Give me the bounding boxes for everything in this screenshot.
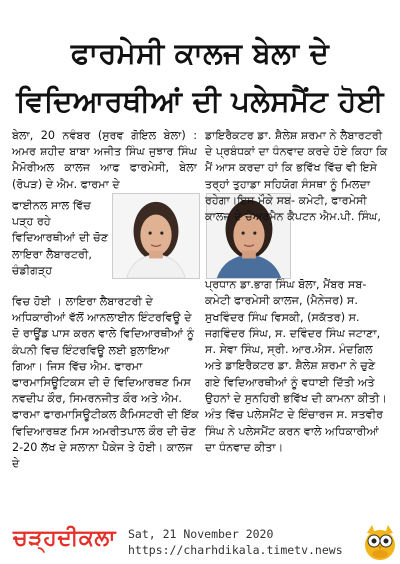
publish-date: Sat, 21 November 2020 bbox=[128, 527, 274, 541]
article-paragraph-intro: ਬੇਲਾ, 20 ਨਵੰਬਰ (ਸੁਰਵ ਗੋਇਲ ਬੇਲਾ) : ਅਮਰ ਸ਼ਹੀਦ ਬਾਬਾ ਅਜੀਤ ਸਿੰਘ ਜੁਝਾਰ ਸਿੰਘ ਮੈਮੋਰੀਅਲ ਕਾਲਜ ਆਫ ਫਾਰਮੇਸੀ, ਬੇਲਾ (ਰੋਪੜ) ਦੇ ਐਮ. ਫਾਰਮਾ ਦੇ bbox=[12, 129, 197, 191]
article-right-top-text: ਡਾਇਰੈਕਟਰ ਡਾ. ਸ਼ੈਲੇਸ਼ ਸ਼ਰਮਾ ਨੇ ਲੈਬਾਰਟਰੀ ਦੇ ਪ੍ਰਬੰਧਕਾਂ ਦਾ ਧੰਨਵਾਦ ਕਰਦੇ ਹੋਏ ਕਿਹਾ ਕਿ ਮੈਂ ਆਸ ਕਰਦਾ ਹਾਂ ਕਿ ਭਵਿੱਖ ਵਿੱਚ ਵੀ ਇਸੇ ਤਰ੍ਹਾਂ ਤੁਹਾਡਾ ਸਹਿਯੋਗ ਸੰਸਥਾ ਨੂੰ ਮਿਲਦਾ ਰਹੇਗਾ।ਇਸ ਮੌਕੇ ਸਬ- ਕਮੇਟੀ, ਫਾਰਮੇਸੀ ਕਾਲਜ ਦੇ ਚੇਅਰਮੈਨ ਕੈਪਟਨ ਐਮ.ਪੀ. ਸਿੰਘ, bbox=[205, 129, 388, 224]
article-left-top bbox=[12, 128, 197, 193]
article-left-bottom: ਵਿਚ ਹੋਈ । ਲਾਇਰਾ ਲੈਬਾਰਟਰੀ ਦੇ ਅਧਿਕਾਰੀਆਂ ਵੱਲੋਂ ਆਨਲਾਈਨ ਇੰਟਰਵਿਊ ਦੇ ਦੋ ਰਾਊਂਡ ਪਾਸ ਕਰਨ ਵਾਲੇ ਵਿਦਿਆਰਥੀਆਂ ਨੂੰ ਕੰਪਨੀ ਵਿਚ ਇੰਟਰਵਿਊ ਲਈ ਬੁਲਾਇਆ ਗਿਆ। ਜਿਸ ਵਿੱਚ ਐਮ. ਫਾਰਮਾ ਫਾਰਮਾਸਿਊਟਿਕਸ ਦੀ ਦੋ ਵਿਦਿਆਰਥਣ ਮਿਸ ਨਵਦੀਪ ਕੌਰ, ਸਿਮਰਨਜੀਤ ਕੌਰ ਅਤੇ ਐਮ. ਫਾਰਮਾ ਫਾਰਮਾਸਿਊਟੀਕਲ ਕੈਮਿਸਟਰੀ ਦੀ ਇੱਕ ਵਿਦਿਆਰਥਣ ਮਿਸ ਅਮਰੀਤਪਾਲ ਕੌਰ ਦੀ ਚੋਣ 2-20 ਲੱਖ ਦੇ ਸਲਾਨਾ ਪੈਕੇਜ ਤੇ ਹੋਈ। ਕਾਲਜ ਦੇ bbox=[12, 295, 199, 471]
owl-icon bbox=[362, 523, 398, 561]
source-link[interactable]: https://charhdikala.timetv.news bbox=[128, 543, 343, 557]
article-right-top bbox=[205, 128, 391, 225]
article-beside-photo: ਫਾਈਨਲ ਸਾਲ ਵਿੱਚ ਪੜ੍ਹ ਰਹੇ ਵਿਦਿਆਰਥੀਆਂ ਦੀ ਚੋਣ ਲਾਇਰਾ ਲੈਬਾਰਟਰੀ, ਚੰਡੀਗੜ੍ਹ bbox=[12, 199, 109, 277]
headline-line-1: ਫਾਰਮੇਸੀ ਕਾਲਜ ਬੇਲਾ ਦੇ bbox=[70, 36, 330, 70]
brand-logo: ਚੜ੍ਹਦੀਕਲਾ bbox=[13, 526, 117, 551]
student-photo-1 bbox=[112, 193, 200, 279]
student-portrait-1 bbox=[113, 194, 199, 278]
article-right-bottom: ਪ੍ਰਧਾਨ ਡਾ.ਭਾਗ ਸਿੰਘ ਬੋਲਾ, ਮੈਂਬਰ ਸਬ-ਕਮੇਟੀ ਫਾਰਮੇਸੀ ਕਾਲਜ, (ਮੈਨੇਜਰ) ਸ. ਸੁਖਵਿੰਦਰ ਸਿੰਘ ਵਿਸਕੀ, (ਸਕੱਤਰ) ਸ. ਜਗਵਿੰਦਰ ਸਿੰਘ, ਸ. ਦਵਿੰਦਰ ਸਿੰਘ ਜਟਾਣਾ, ਸ. ਸੇਵਾ ਸਿੰਘ, ਸ੍ਰੀ. ਆਰ.ਐਸ. ਮੰਦਗਿਲ ਅਤੇ ਡਾਇਰੈਕਟਰ ਡਾ. ਸ਼ੈਲੇਸ਼ ਸ਼ਰਮਾ ਨੇ ਚੁਣੇ ਗਏ ਵਿਦਿਆਰਥੀਆਂ ਨੂੰ ਵਧਾਈ ਦਿੱਤੀ ਅਤੇ ਉਹਨਾਂ ਦੇ ਸੁਨਹਿਰੀ ਭਵਿੱਖ ਦੀ ਕਾਮਨਾ ਕੀਤੀ। ਅੰਤ ਵਿੱਚ ਪਲੇਸਮੈਂਟ ਦੇ ਇੰਚਾਰਜ ਸ. ਸਤਵੀਰ ਸਿੰਘ ਨੇ ਪਲੇਸਮੈਂਟ ਕਰਨ ਵਾਲੇ ਅਧਿਕਾਰੀਆਂ ਦਾ ਧੰਨਵਾਦ ਕੀਤਾ। bbox=[205, 278, 387, 454]
headline-line-2: ਵਿਦਿਆਰਥੀਆਂ ਦੀ ਪਲੇਸਮੈਂਟ ਹੋਈ bbox=[16, 84, 384, 118]
